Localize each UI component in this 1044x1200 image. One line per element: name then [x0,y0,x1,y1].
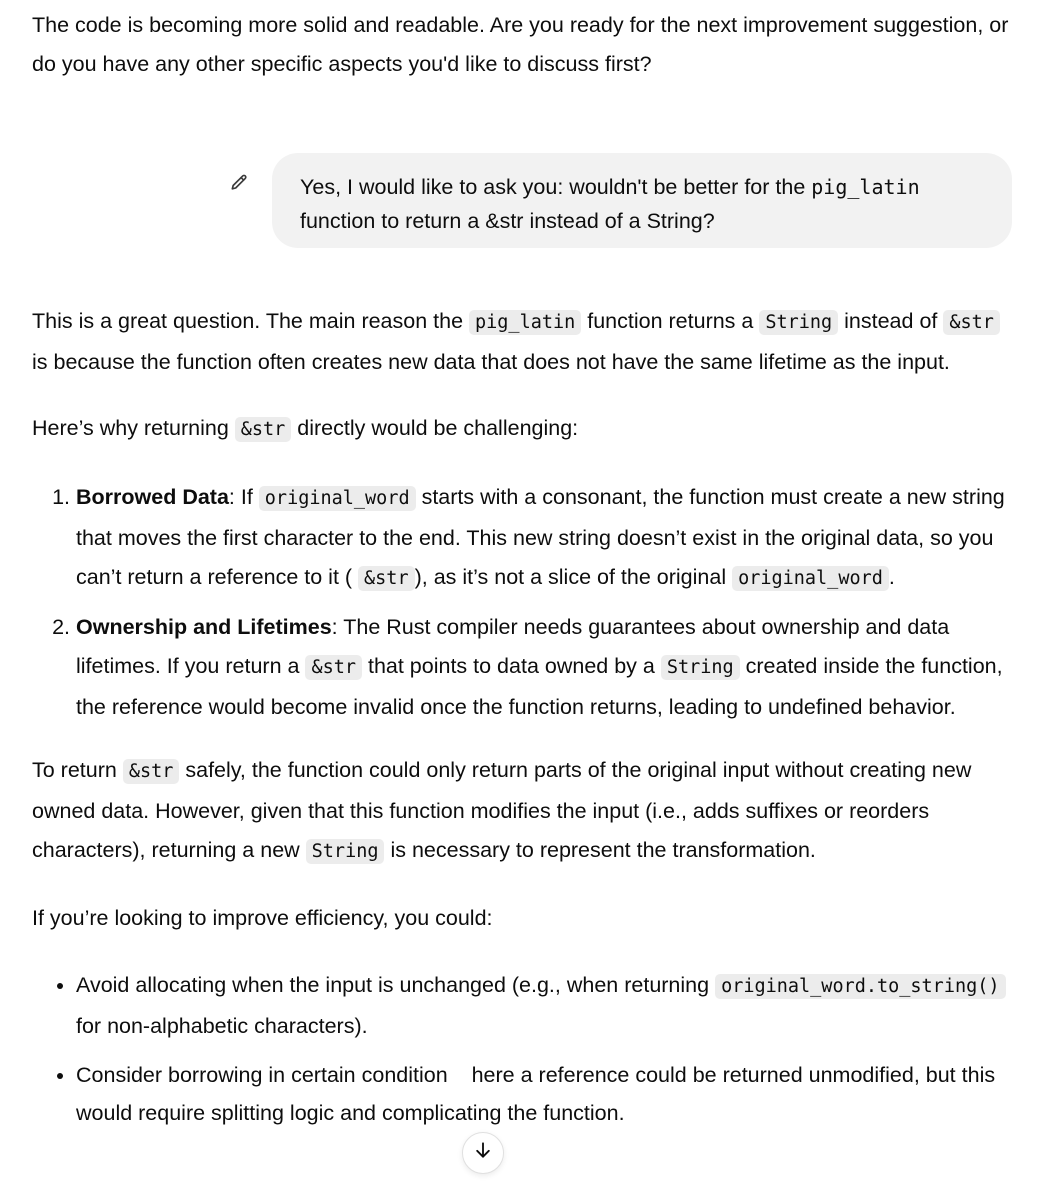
list-item [76,478,1007,598]
numbered-list [76,478,1007,726]
assistant-message [32,302,1007,1158]
text: starts with a consonant, the function must create a new string that moves the first character to the end. This new string doesn’t exist in the original data, so you can’t return a reference to it ( [76,485,1005,589]
list-item-title: Borrowed Data [76,485,229,510]
text: created inside the function, the reference would become invalid once the function returns, leading to undefined behavior. [76,653,1003,719]
user-message-row [0,153,1044,248]
inline-code: original_word [259,486,416,511]
paragraph-4: If you’re looking to improve efficiency, you could: [32,906,493,931]
previous-assistant-message [32,6,1012,84]
inline-code: original_word [732,566,889,591]
paragraph-1 [32,302,1007,381]
bullet-list [76,966,1007,1133]
text: Here’s why returning [32,416,235,441]
text: . [888,564,895,589]
text: ), as it’s not a slice of the original [414,564,733,589]
list-item [76,966,1007,1045]
inline-code: String [759,310,838,335]
text: directly would be challenging: [291,416,579,441]
user-text-2: function to return a &str instead of a String? [300,209,715,233]
paragraph-2 [32,409,1007,450]
text: Avoid allocating when the input is unchanged (e.g., when returning [76,973,716,998]
inline-code: pig_latin [469,310,581,335]
paragraph-3 [32,751,1007,871]
user-text-1: Yes, I would like to ask you: wouldn't be better for the [300,175,812,199]
inline-code: &str [123,759,180,784]
inline-code: original_word.to_string() [715,974,1005,999]
text: : If [228,485,259,510]
user-message-bubble [272,153,1012,248]
text: Consider borrowing in certain condition [76,1062,448,1087]
text: is necessary to represent the transformation. [384,837,816,862]
text: To return [32,758,123,783]
list-item-title: Ownership and Lifetimes [76,615,332,640]
inline-code: String [306,839,385,864]
message-text: The code is becoming more solid and readable. Are you ready for the next improvement suggestion, or do you have any other specific aspects you'd like to discuss first? [32,13,1009,76]
text: This is a great question. The main reason the [32,309,470,333]
text: here a reference could be returned unmodified, but this would require splitting logic and complicating the function. [76,1062,996,1126]
pencil-icon [229,173,249,199]
text: is because the function often creates new data that does not have the same lifetime as the input. [32,349,950,374]
inline-code: &str [943,310,1000,335]
inline-code: &str [235,417,292,442]
inline-code: &str [358,566,415,591]
text: instead of [838,309,944,333]
scroll-to-bottom-button[interactable] [462,1132,504,1174]
inline-code: &str [305,655,362,680]
edit-message-button[interactable] [222,169,256,203]
inline-code: String [661,655,740,680]
list-item [76,608,1007,726]
user-inline-code: pig_latin [811,175,920,199]
text: for non-alphabetic characters). [76,1013,368,1038]
text: safely, the function could only return parts of the original input without creating new owned data. However, given that this function modifies the input (i.e., adds suffixes or reorders characters), returning a new [32,758,972,862]
text: that points to data owned by a [362,653,661,678]
text: : The Rust compiler needs guarantees about ownership and data lifetimes. If you return a [76,615,950,678]
arrow-down-icon [473,1140,493,1166]
list-item [76,1056,1007,1133]
text: function returns a [581,309,760,333]
